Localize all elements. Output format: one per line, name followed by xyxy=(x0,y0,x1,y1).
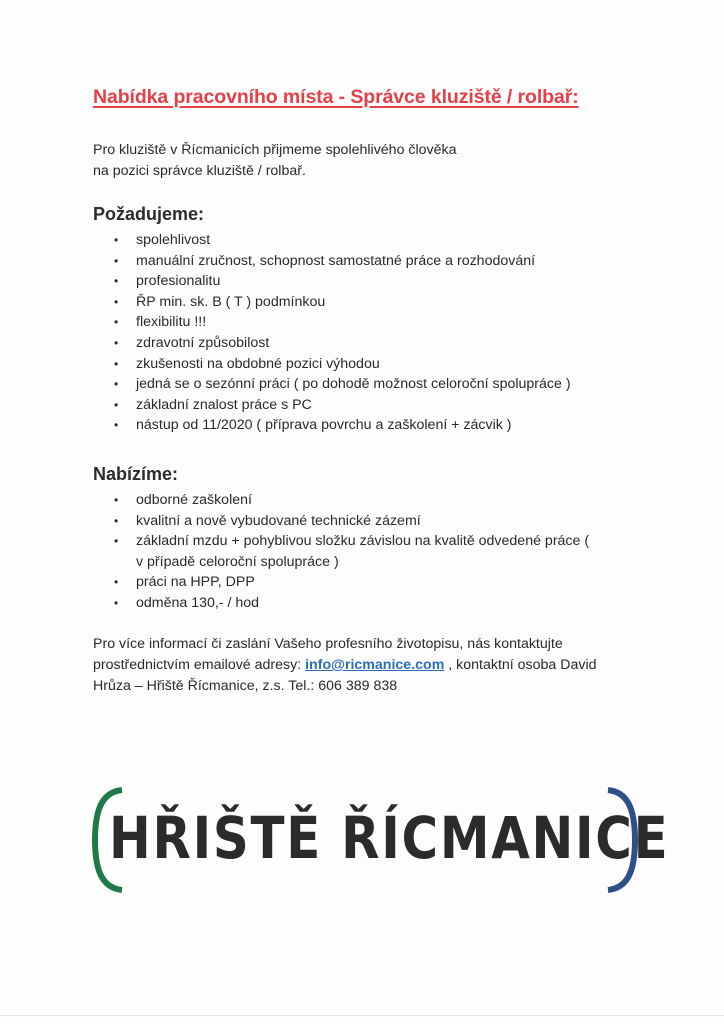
list-item-continuation: v případě celoroční spolupráce ) xyxy=(136,553,339,570)
list-item xyxy=(112,531,589,572)
list-item-text: spolehlivost xyxy=(136,232,211,248)
page-title: Nabídka pracovního místa - Správce kluziště / rolbař: xyxy=(93,86,579,108)
list-item-text: flexibilitu !!! xyxy=(136,314,207,331)
list-item-text: nástup od 11/2020 ( příprava povrchu a zaškolení + zácvik ) xyxy=(136,417,512,434)
scan-edge-line xyxy=(0,1015,724,1016)
contact-line: Hrůza – Hřiště Řícmanice, z.s. Tel.: 606 389 838 xyxy=(93,678,398,694)
list-item xyxy=(112,511,589,532)
list-item-text: zkušenosti na obdobné pozici výhodou xyxy=(136,355,380,372)
list-item xyxy=(112,354,571,375)
list-item xyxy=(112,593,589,614)
list-item-text: jedná se o sezónní práci ( po dohodě možnost celoroční spolupráce ) xyxy=(136,376,571,393)
bullet-icon: • xyxy=(114,595,119,610)
bullet-icon: • xyxy=(114,356,119,371)
list-item xyxy=(112,374,571,395)
bullet-icon: • xyxy=(114,315,119,330)
list-item xyxy=(112,251,571,272)
bullet-icon: • xyxy=(114,335,119,350)
list-item-text: základní mzdu + pohyblivou složku závislou na kvalitě odvedené práce ( xyxy=(136,533,590,550)
intro-paragraph xyxy=(93,140,457,182)
bullet-icon: • xyxy=(114,575,119,590)
bullet-icon: • xyxy=(114,493,119,507)
list-item xyxy=(112,415,571,436)
requirements-heading: Požadujeme: xyxy=(93,204,205,224)
list-item-text: odměna 130,- / hod xyxy=(136,594,260,611)
contact-text: , kontaktní osoba David xyxy=(444,657,597,673)
list-item xyxy=(112,271,571,292)
offer-heading: Nabízíme: xyxy=(93,464,179,484)
email-link[interactable]: info@ricmanice.com xyxy=(305,657,445,673)
logo-text: HŘIŠTĚ ŘÍCMANICE xyxy=(109,804,670,872)
list-item xyxy=(112,395,571,416)
requirements-list xyxy=(112,230,571,436)
contact-line xyxy=(93,655,597,676)
offer-list xyxy=(112,490,589,614)
list-item-text: zdravotní způsobilost xyxy=(136,334,270,351)
list-item-text: kvalitní a nově vybudované technické zázemí xyxy=(136,512,421,529)
list-item-text: profesionalitu xyxy=(136,273,221,290)
list-item xyxy=(112,490,589,511)
list-item xyxy=(112,230,571,251)
intro-line: na pozici správce kluziště / rolbař. xyxy=(93,163,306,179)
bullet-icon: • xyxy=(114,253,119,268)
bullet-icon: • xyxy=(114,397,119,412)
contact-line: Pro více informací či zaslání Vašeho profesního životopisu, nás kontaktujte xyxy=(93,636,563,652)
list-item xyxy=(112,572,589,593)
bullet-icon: • xyxy=(114,377,119,392)
hriste-ricmanice-logo xyxy=(90,786,670,894)
contact-text: prostřednictvím emailové adresy: xyxy=(93,657,306,673)
bullet-icon: • xyxy=(114,534,119,549)
bullet-icon: • xyxy=(114,233,119,247)
bullet-icon: • xyxy=(114,418,119,433)
list-item xyxy=(112,312,571,333)
bullet-icon: • xyxy=(114,513,119,528)
contact-paragraph xyxy=(93,634,597,697)
list-item-text: základní znalost práce s PC xyxy=(136,396,312,413)
list-item xyxy=(112,333,571,354)
intro-line: Pro kluziště v Řícmanicích přijmeme spolehlivého člověka xyxy=(93,142,457,158)
list-item-text: manuální zručnost, schopnost samostatné práce a rozhodování xyxy=(136,252,536,269)
list-item-text: odborné zaškolení xyxy=(136,492,252,508)
list-item-text: práci na HPP, DPP xyxy=(136,574,255,591)
list-item-text: ŘP min. sk. B ( T ) podmínkou xyxy=(136,293,326,310)
bullet-icon: • xyxy=(114,294,119,309)
list-item xyxy=(112,292,571,313)
bullet-icon: • xyxy=(114,274,119,289)
